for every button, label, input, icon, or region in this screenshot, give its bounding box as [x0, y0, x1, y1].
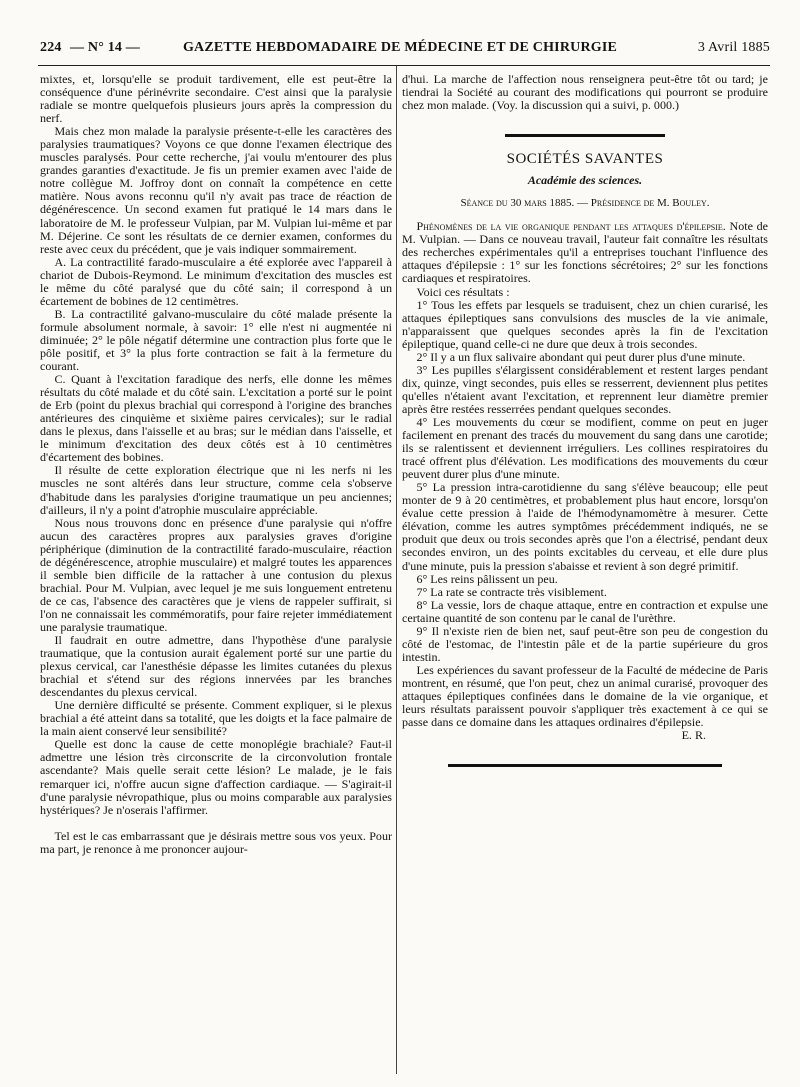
paragraph: Il faudrait en outre admettre, dans l'hypothèse d'une paralysie traumatique, que la contusion aurait également porté sur une partie du plexus cervical, car l'anesthésie dépasse les limites cutanées du plexus brachial et s'étend sur des régions innervées par les branches descendantes du plexus cervical.: [40, 633, 392, 700]
paragraph: B. La contractilité galvano-musculaire du côté malade présente la formule absolument normale, à savoir: 1° elle n'est ni augmentée ni diminuée; 2° le pôle négatif détermine une contraction plus forte que le pôle positif, et 3° la plus forte contraction se fait à la fermeture du courant.: [40, 306, 392, 374]
paragraph: Voici ces résultats :: [416, 284, 510, 299]
header-rule: [38, 65, 770, 66]
paragraph: d'hui. La marche de l'affection nous renseignera peut-être tôt ou tard; je tiendrai la Société au courant des modifications qui pourront se produire chez mon malade. (Voy. la discussion qui a suivi, p. 000.): [402, 72, 768, 113]
paragraph: A. La contractilité farado-musculaire a été explorée avec l'appareil à chariot de Dubois-Reymond. Le minimum d'excitation des muscles est le même du côté paralysé que du côté sain; il correspond à un écartement de bobines de 12 centimètres.: [40, 254, 392, 308]
paragraph: 4° Les mouvements du cœur se modifient, comme on peut en juger facilement en prenant des tracés du mouvement du sang dans une carotide; ils se ralentissent et deviennent irréguliers. Les collines respiratoires du tracé offrent plus d'élévation. Les modifications des mouvements du cœur peuvent durer plus d'une minute.: [402, 414, 768, 482]
paragraph: 7° La rate se contracte très visiblement.: [416, 584, 607, 599]
article-opening: [402, 220, 768, 285]
article-intro: Note de M. Vulpian. — Dans ce nouveau travail, l'auteur fait connaître les résultats des recherches expérimentales qu'il a entreprises touchant l'influence des attaques d'épilepsie : 1° sur les fonctions sécrétoires; 2° sur les fonctions cardiaques et respiratoires.: [402, 219, 768, 286]
seance-line: Séance du 30 mars 1885. — Présidence de M. Bouley.: [460, 197, 710, 210]
section-title: SOCIÉTÉS SAVANTES: [506, 151, 664, 168]
page-number: 224: [40, 40, 62, 55]
left-column: [40, 73, 392, 856]
column-divider: [396, 66, 397, 1074]
paragraph: Nous nous trouvons donc en présence d'une paralysie qui n'offre aucun des caractères propres aux paralysies graves d'origine périphérique (diminution de la contractilité farado-musculaire, réaction de dégénérescence, atrophie musculaire) et malgré toutes les apparences il semble bien difficile de la rattacher à une contusion du plexus brachial. Pour M. Vulpian, avec lequel je me suis longuement entretenu de ce cas, l'absence des caractères que je viens de rappeler suffirait, si l'on ne connaissait les commémoratifs, pour faire rejeter immédiatement une paralysie traumatique.: [40, 515, 392, 634]
paragraph: Tel est le cas embarrassant que je désirais mettre sous vos yeux. Pour ma part, je renonce à me prononcer aujour-: [40, 828, 392, 856]
section-separator: [505, 134, 665, 137]
issue-date: 3 Avril 1885: [697, 40, 770, 55]
paragraph: 9° Il n'existe rien de bien net, sauf peut-être son peu de congestion du côté de l'estomac, de l'intestin pâle et de la partie supérieure du gros intestin.: [402, 623, 768, 664]
signature: E. R.: [681, 728, 706, 743]
article-lead: Phénomènes de la vie organique pendant les attaques d'épilepsie.: [416, 219, 726, 234]
right-column: [402, 73, 768, 767]
paragraph: mixtes, et, lorsqu'elle se produit tardivement, elle est peut-être la conséquence d'une périnévrite secondaire. C'est ainsi que la paralysie radiale se montre quelquefois plusieurs jours après la compression du nerf.: [40, 72, 392, 126]
paragraph: Mais chez mon malade la paralysie présente-t-elle les caractères des paralysies traumatiques? Voyons ce que donne l'examen électrique des muscles paralysés. Pour cette recherche, j'ai voulu m'entourer des plus grandes garanties d'exactitude. Je fis un premier examen avec l'aide de notre collègue M. Joffroy dont on connaît la compétence en cette matière. Nous avons reconnu qu'il n'y avait pas trace de réaction de dégénérescence. Un second examen fut pratiqué le 14 mars dans le laboratoire de M. le professeur Vulpian, par M. Vulpian lui-même et par M. Déjerine. Ce sont les résultats de ce dernier examen, conformes du reste avec ceux du précédent, que je vais indiquer sommairement.: [40, 124, 392, 256]
paragraph: 5° La pression intra-carotidienne du sang s'élève beaucoup; elle peut monter de 9 à 20 centimètres, et probablement plus haut encore, lorsqu'on évalue cette pression à l'aide de l'hémodynamomètre à mesurer. Cette élévation, comme les autres symptômes précédemment indiqués, ne se produit que deux ou trois secondes après que l'on a électrisé, pendant deux secondes environ, un des points excitables du cerveau, et elle dure plus d'une minute, puis la pression s'abaisse et revient à son degré primitif.: [402, 480, 768, 573]
issue-number: — N° 14 —: [70, 40, 141, 55]
paragraph: C. Quant à l'excitation faradique des nerfs, elle donne les mêmes résultats du côté malade et du côté sain. L'excitation a porté sur le point de Erb (point du plexus brachial qui correspond à l'origine des branches antérieures des cinquième et sixième paires cervicales); sur le radial dans le plexus, dans l'aisselle et au bras; sur le médian dans l'aisselle, et le minimum d'excitation des deux côtés est à 10 centimètres d'écartement des bobines.: [40, 372, 392, 465]
paragraph: 8° La vessie, lors de chaque attaque, entre en contraction et expulse une certaine quantité de son contenu par le canal de l'urèthre.: [402, 597, 768, 625]
end-rule: [448, 764, 722, 767]
paragraph: 2° Il y a un flux salivaire abondant qui peut durer plus d'une minute.: [416, 349, 746, 364]
journal-title: GAZETTE HEBDOMADAIRE DE MÉDECINE ET DE CHIRURGIE: [182, 40, 618, 55]
paragraph: Quelle est donc la cause de cette monoplégie brachiale? Faut-il admettre une lésion très circonscrite de la circonvolution frontale ascendante? Mais quelle serait cette lésion? Le malade, je le fais remarquer ici, n'offre aucun signe d'affection cardiaque. — S'agirait-il d'une paralysie névropathique, plus ou moins comparable aux paralysies hystériques? Je n'oserais l'affirmer.: [40, 737, 392, 817]
paragraph: 3° Les pupilles s'élargissent considérablement et restent larges pendant dix, quinze, vingt secondes, puis elles se resserrent, deviennent plus petites qu'elles n'étaient avant l'excitation, et reprennent leur diamètre premier après être restées resserrées pendant quelques secondes.: [402, 362, 768, 416]
paragraph: 6° Les reins pâlissent un peu.: [416, 571, 558, 586]
paragraph: 1° Tous les effets par lesquels se traduisent, chez un chien curarisé, les attaques épileptiques sans convulsions des muscles de la vie animale, n'apparaissent que quelques secondes après la fin de l'excitation épileptique, quand celle-ci ne dure que deux à trois secondes.: [402, 297, 768, 351]
academy-heading: Académie des sciences.: [527, 173, 643, 188]
paragraph: Il résulte de cette exploration électrique que ni les nerfs ni les muscles ne sont altérés dans leur structure, comme cela s'observe d'habitude dans les paralysies d'origine traumatique un peu anciennes; d'ailleurs, il n'y a point d'atrophie musculaire appréciable.: [40, 463, 392, 517]
paragraph: Une dernière difficulté se présente. Comment expliquer, si le plexus brachial a été atteint dans sa totalité, que les doigts et la face palmaire de la main aient conservé leur sensibilité?: [40, 698, 392, 739]
page-header: [40, 40, 770, 62]
paragraph: Les expériences du savant professeur de la Faculté de médecine de Paris montrent, en résumé, que l'on peut, chez un animal curarisé, provoquer des attaques épileptiques confinées dans le domaine de la vie organique, et leurs résultats paraissent pouvoir s'appliquer très exactement à ce qui se passe dans ce domaine dans les attaques ordinaires d'épilepsie.: [402, 662, 768, 730]
